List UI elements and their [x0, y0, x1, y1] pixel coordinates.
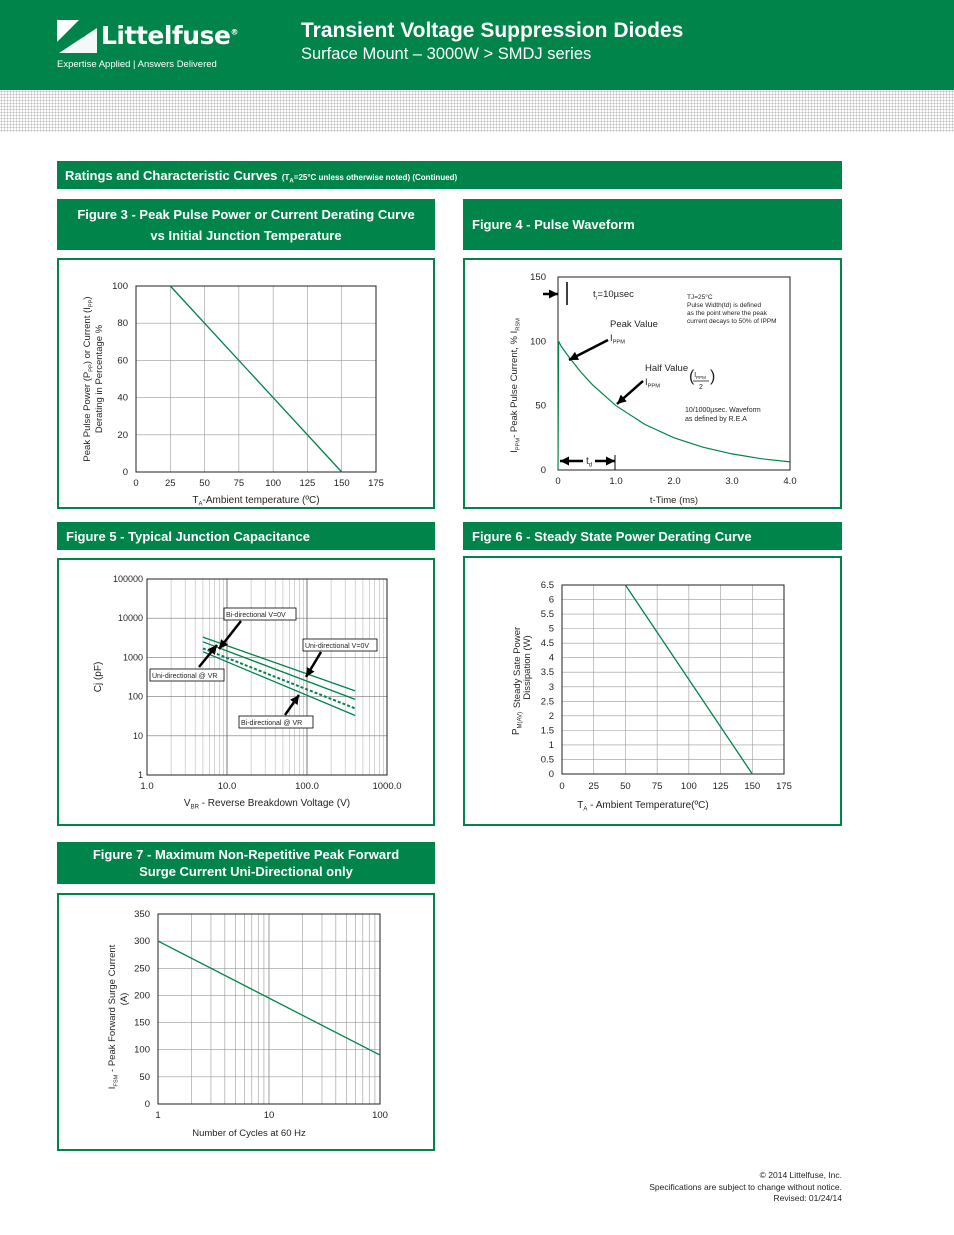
tj-note: as the point where the peak	[687, 310, 767, 317]
figure-4-title: Figure 4 - Pulse Waveform	[472, 217, 635, 232]
y-tick-label: 0	[122, 467, 128, 478]
figure-5-chart	[59, 560, 433, 824]
x-tick-label: 4.0	[783, 476, 797, 487]
x-tick-label: 175	[368, 478, 384, 489]
y-tick-label: 2.5	[540, 696, 554, 708]
figure-3-y-axis-label-line2: Derating in Percentage %	[94, 324, 105, 434]
y-tick-label: 5	[548, 623, 554, 635]
half-paren-left: (	[689, 368, 695, 385]
figure-5-chart-box	[57, 558, 435, 826]
arrow-head	[606, 457, 615, 466]
y-tick-label: 100000	[112, 574, 143, 584]
figure-6-grid	[562, 585, 784, 774]
y-tick-label: 100	[134, 1044, 150, 1056]
peak-value-arrow	[569, 340, 608, 360]
y-tick-label: 40	[117, 392, 128, 404]
peak-value-ippm: $I_{PPM}$	[610, 333, 625, 346]
half-value-label: Half Value	[645, 363, 689, 374]
figure-7-title-line1: Figure 7 - Maximum Non-Repetitive Peak Forward	[92, 847, 400, 862]
y-tick-label: 100	[127, 691, 143, 702]
y-tick-label: 4.5	[540, 638, 554, 650]
half-value-ippm: $I_{PPM}$	[645, 377, 660, 390]
x-tick-label: 10	[263, 1110, 275, 1121]
y-tick-label: 250	[134, 963, 150, 975]
x-tick-label: 1000.0	[372, 781, 402, 792]
arrow-bi-vr	[285, 695, 299, 715]
x-tick-label: 150	[333, 478, 350, 489]
figure-5-y-axis-label: Cj (pF)	[93, 661, 104, 693]
dot-pattern-band	[0, 90, 954, 132]
x-tick-label: 25	[588, 781, 600, 792]
page-header	[0, 0, 954, 90]
x-tick-label: 100.0	[295, 781, 319, 792]
y-tick-label: 350	[134, 909, 150, 920]
x-tick-label: 50	[620, 781, 631, 792]
td-arrow-right	[595, 457, 615, 466]
tj-note: Pulse Width(td) is defined	[687, 302, 762, 309]
x-tick-label: 25	[164, 478, 176, 489]
td-arrow-left	[560, 457, 583, 466]
y-tick-label: 0	[540, 465, 546, 476]
figure-6-y-axis-label-line1: Steady Sate Power	[512, 626, 523, 709]
figure-3-y-axis-label: Peak Pulse Power $(P_{PP})$ or Current $(I_{PP})$	[82, 296, 95, 462]
disclaimer: Specifications are subject to change without notice.	[649, 1181, 842, 1192]
y-tick-label: 2	[548, 710, 554, 722]
y-tick-label: 1	[548, 739, 554, 751]
x-tick-label: 100	[372, 1110, 388, 1121]
y-tick-label: 4	[548, 652, 554, 664]
brand-name: Littelfuse®	[101, 21, 238, 50]
section-condition: ($T_A=25^\circ C$ unless otherwise noted) (Continued)	[281, 173, 458, 185]
label-uni-directional-0v: Uni-directional V=0V	[305, 643, 370, 650]
figure-4-x-axis-label: t-Time (ms)	[649, 495, 699, 506]
figure-6-title: Figure 6 - Steady State Power Derating Curve	[472, 528, 752, 544]
copyright: © 2014 Littelfuse, Inc.	[759, 1170, 842, 1180]
capacitance-line-4	[203, 652, 355, 716]
arrow-bi-0v	[219, 621, 241, 649]
document-title: Transient Voltage Suppression Diodes	[301, 19, 684, 42]
y-tick-label: 6.5	[540, 580, 554, 591]
half-fraction-top: $I_{PPM}$	[694, 370, 706, 380]
y-tick-label: 0	[144, 1099, 150, 1110]
y-tick-label: 50	[139, 1071, 150, 1083]
tr-label: $t_r=10\mu\sec$	[593, 289, 634, 302]
figure-4-pulse-waveform	[558, 341, 790, 470]
figure-3-x-axis-label: $T_A$-Ambient temperature (ºC)	[192, 495, 320, 507]
x-tick-label: 1.0	[140, 781, 154, 792]
figure-6-heading	[463, 522, 842, 550]
waveform-note: as defined by R.E.A	[685, 416, 747, 423]
x-tick-label: 2.0	[667, 476, 681, 487]
figure-7-chart-box	[57, 893, 435, 1151]
y-tick-label: 5.5	[540, 609, 554, 621]
x-tick-label: 10.0	[217, 781, 237, 792]
section-heading	[57, 161, 842, 189]
figure-3-title-line1: Figure 3 - Peak Pulse Power or Current Derating Curve	[77, 206, 415, 222]
figure-3-title-line2: vs Initial Junction Temperature	[150, 227, 342, 243]
y-tick-label: 1000	[122, 652, 143, 663]
figure-3-derating-line	[170, 286, 341, 472]
x-tick-label: 125	[712, 781, 729, 792]
y-tick-label: 20	[117, 429, 128, 441]
y-tick-label: 10000	[117, 613, 143, 624]
peak-value-label: Peak Value	[610, 319, 658, 330]
figure-5-x-axis-label: $V_{BR}$ - Reverse Breakdown Voltage (V)	[183, 798, 351, 811]
figure-3-chart	[59, 260, 433, 507]
x-tick-label: 75	[651, 781, 663, 792]
y-tick-label: 1	[137, 770, 143, 780]
figure-5-heading	[57, 522, 435, 550]
x-tick-label: 1	[155, 1110, 161, 1121]
figure-7-y-axis-label: $I_{FSM}$ - Peak Forward Surge Current	[107, 944, 120, 1090]
figure-7-heading	[57, 842, 435, 884]
label-uni-directional-vr: Uni-directional @ VR	[152, 673, 218, 680]
figure-6-chart	[465, 558, 840, 824]
x-tick-label: 125	[299, 478, 316, 489]
x-tick-label: 50	[199, 478, 210, 489]
y-tick-label: 200	[134, 990, 150, 1002]
brand-tagline: Expertise Applied | Answers Delivered	[57, 59, 217, 70]
x-tick-label: 100	[680, 781, 697, 792]
y-tick-label: 150	[530, 272, 546, 283]
littelfuse-fuse-icon	[57, 20, 97, 53]
y-tick-label: 100	[530, 336, 546, 348]
figure-5-title: Figure 5 - Typical Junction Capacitance	[66, 528, 310, 544]
label-bi-directional-0v: Bi-directional V=0V	[226, 612, 286, 619]
figure-4-y-axis-label: $I_{PPM}-$ Peak Pulse Current, % $I_{RSM}$	[509, 318, 522, 453]
waveform-note: 10/1000µsec. Waveform	[685, 407, 761, 414]
y-tick-label: 150	[134, 1017, 150, 1029]
figure-3-heading	[57, 199, 435, 250]
arrow-uni-0v	[306, 652, 321, 677]
tr-arrow-left	[543, 290, 558, 299]
figure-3-chart-box	[57, 258, 435, 509]
tj-note: TJ=25°C	[687, 294, 713, 301]
td-label: $t_d$	[585, 456, 593, 469]
y-tick-label: 0.5	[540, 754, 554, 766]
figure-4-chart-box	[463, 258, 842, 509]
figure-4-heading	[463, 199, 842, 250]
figure-7-x-axis-label: Number of Cycles at 60 Hz	[192, 1128, 306, 1139]
page-footer	[649, 1170, 842, 1205]
figure-6-chart-box	[463, 556, 842, 826]
half-fraction-bottom: 2	[699, 384, 703, 391]
figure-7-title-line2: Surge Current Uni-Directional only	[139, 864, 353, 879]
figure-6-y-axis-label-line2: Dissipation (W)	[522, 635, 533, 700]
label-bi-directional-vr: Bi-directional @ VR	[241, 720, 303, 727]
y-tick-label: 10	[132, 730, 143, 741]
half-paren-right: )	[710, 368, 716, 385]
x-tick-label: 1.0	[609, 476, 623, 487]
y-tick-label: 60	[117, 355, 128, 367]
figure-7-y-axis-label-line2: (A)	[119, 992, 130, 1006]
x-tick-label: 3.0	[725, 476, 739, 487]
y-tick-label: 1.5	[540, 725, 554, 737]
y-tick-label: 3	[548, 681, 554, 693]
tj-note: current decays to 50% of IPPM	[687, 318, 777, 325]
figure-6-y-axis-symbol: $P_{M(AV)}$	[511, 711, 524, 736]
section-title: Ratings and Characteristic Curves	[65, 168, 278, 183]
figure-6-x-axis-label: $T_A$ - Ambient Temperature(ºC)	[577, 800, 709, 813]
arrow-head	[549, 290, 558, 299]
x-tick-label: 150	[744, 781, 761, 792]
y-tick-label: 3.5	[540, 667, 554, 679]
x-tick-label: 0	[133, 478, 139, 489]
figure-4-chart	[465, 260, 840, 507]
plot-frame	[562, 585, 784, 774]
y-tick-label: 300	[134, 936, 150, 948]
x-tick-label: 175	[776, 781, 792, 792]
y-tick-label: 0	[548, 769, 554, 780]
half-value-arrow	[617, 381, 643, 404]
x-tick-label: 75	[233, 478, 245, 489]
y-tick-label: 6	[548, 594, 554, 606]
littelfuse-logo	[57, 20, 238, 58]
x-tick-label: 0	[555, 476, 561, 487]
y-tick-label: 100	[112, 281, 128, 292]
document-subtitle: Surface Mount – 3000W > SMDJ series	[301, 45, 592, 63]
figure-7-chart	[59, 895, 433, 1149]
figure-7-grid	[158, 914, 380, 1104]
x-tick-label: 0	[559, 781, 565, 792]
arrow-head	[560, 457, 569, 466]
y-tick-label: 50	[535, 400, 546, 412]
y-tick-label: 80	[117, 318, 128, 330]
revision-date: Revised: 01/24/14	[773, 1193, 842, 1203]
x-tick-label: 100	[265, 478, 282, 489]
